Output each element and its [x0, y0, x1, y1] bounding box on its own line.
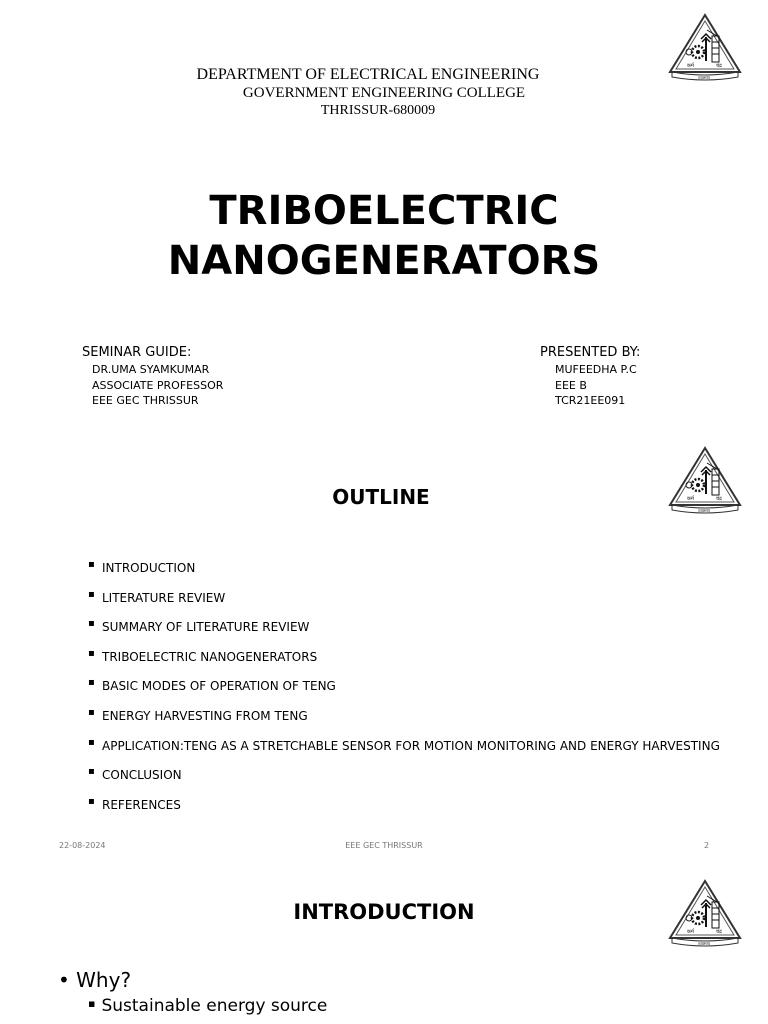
presentation-title: [0, 186, 768, 286]
seminar-guide-details: [92, 362, 223, 409]
bullet-icon: ▪: [88, 766, 95, 778]
bullet-icon: ▪: [88, 997, 96, 1010]
svg-text:व्यवसाय: व्यवसाय: [698, 75, 710, 80]
svg-text:कर्म: कर्म: [687, 63, 694, 69]
svg-text:चंद्र: चंद्र: [716, 929, 722, 935]
presenter-details: [555, 362, 637, 409]
why-bullet: • Why?: [58, 968, 132, 992]
why-bullet-label: Why?: [76, 968, 132, 992]
footer-page-number: 2: [704, 841, 710, 850]
outline-item-label: CONCLUSION: [102, 768, 182, 783]
outline-item-label: SUMMARY OF LITERATURE REVIEW: [102, 620, 310, 635]
footer-date: 22-08-2024: [59, 841, 106, 850]
outline-item-label: ENERGY HARVESTING FROM TENG: [102, 708, 308, 723]
title-line-2: NANOGENERATORS: [167, 238, 601, 284]
outline-item-label: INTRODUCTION: [102, 561, 196, 575]
outline-list: [86, 560, 720, 826]
outline-item-label: APPLICATION:TENG AS A STRETCHABLE SENSOR FOR MOTION MONITORING AND ENERGY HARVESTING: [102, 738, 720, 753]
title-slide: [0, 0, 768, 433]
list-item: [86, 560, 720, 590]
guide-department: EEE GEC THRISSUR: [92, 394, 199, 407]
list-item: [86, 797, 720, 827]
bullet-icon: ▪: [88, 588, 95, 600]
bullet-icon: ▪: [88, 618, 95, 630]
presented-by-heading: PRESENTED BY:: [540, 345, 641, 360]
list-item: [86, 767, 720, 797]
bullet-icon: ▪: [88, 677, 95, 689]
svg-text:कर्म: कर्म: [687, 929, 694, 935]
list-item: [86, 708, 720, 738]
bullet-icon: ▪: [88, 559, 95, 570]
list-item: [86, 738, 720, 768]
bullet-icon: ▪: [88, 736, 95, 748]
outline-heading: OUTLINE: [332, 485, 430, 509]
presenter-class: EEE B: [555, 378, 587, 392]
svg-text:चंद्र: चंद्र: [716, 496, 722, 502]
presenter-name: MUFEEDHA P.C: [555, 363, 637, 376]
svg-text:व्यवसाय: व्यवसाय: [698, 508, 710, 513]
svg-text:कर्म: कर्म: [687, 496, 694, 502]
title-line-1: TRIBOELECTRIC: [209, 188, 559, 234]
introduction-slide: [0, 866, 768, 1024]
sub-bullet: [88, 996, 327, 1016]
guide-designation: ASSOCIATE PROFESSOR: [92, 378, 224, 392]
college-address: THRISSUR-680009: [320, 103, 436, 118]
outline-slide: [0, 433, 768, 866]
bullet-icon: ▪: [88, 706, 95, 718]
list-item: [86, 649, 720, 679]
footer-department: EEE GEC THRISSUR: [345, 841, 423, 850]
list-item: [86, 619, 720, 649]
outline-item-label: REFERENCES: [102, 797, 181, 812]
college-name: GOVERNMENT ENGINEERING COLLEGE: [242, 85, 526, 101]
department-name: DEPARTMENT OF ELECTRICAL ENGINEERING: [196, 66, 540, 83]
seminar-guide-heading: SEMINAR GUIDE:: [82, 345, 192, 360]
svg-text:चंद्र: चंद्र: [716, 63, 722, 69]
presenter-reg-no: TCR21EE091: [555, 394, 626, 407]
list-item: [86, 678, 720, 708]
introduction-heading: INTRODUCTION: [293, 900, 475, 924]
guide-name: DR.UMA SYAMKUMAR: [92, 363, 210, 376]
bullet-icon: ▪: [88, 795, 95, 807]
outline-item-label: BASIC MODES OF OPERATION OF TENG: [102, 679, 336, 694]
outline-item-label: TRIBOELECTRIC NANOGENERATORS: [102, 649, 318, 664]
sub-bullet-label: Sustainable energy source: [101, 996, 328, 1016]
list-item: [86, 590, 720, 620]
outline-item-label: LITERATURE REVIEW: [102, 590, 226, 605]
bullet-icon: ▪: [88, 647, 95, 659]
svg-text:व्यवसाय: व्यवसाय: [698, 941, 710, 946]
